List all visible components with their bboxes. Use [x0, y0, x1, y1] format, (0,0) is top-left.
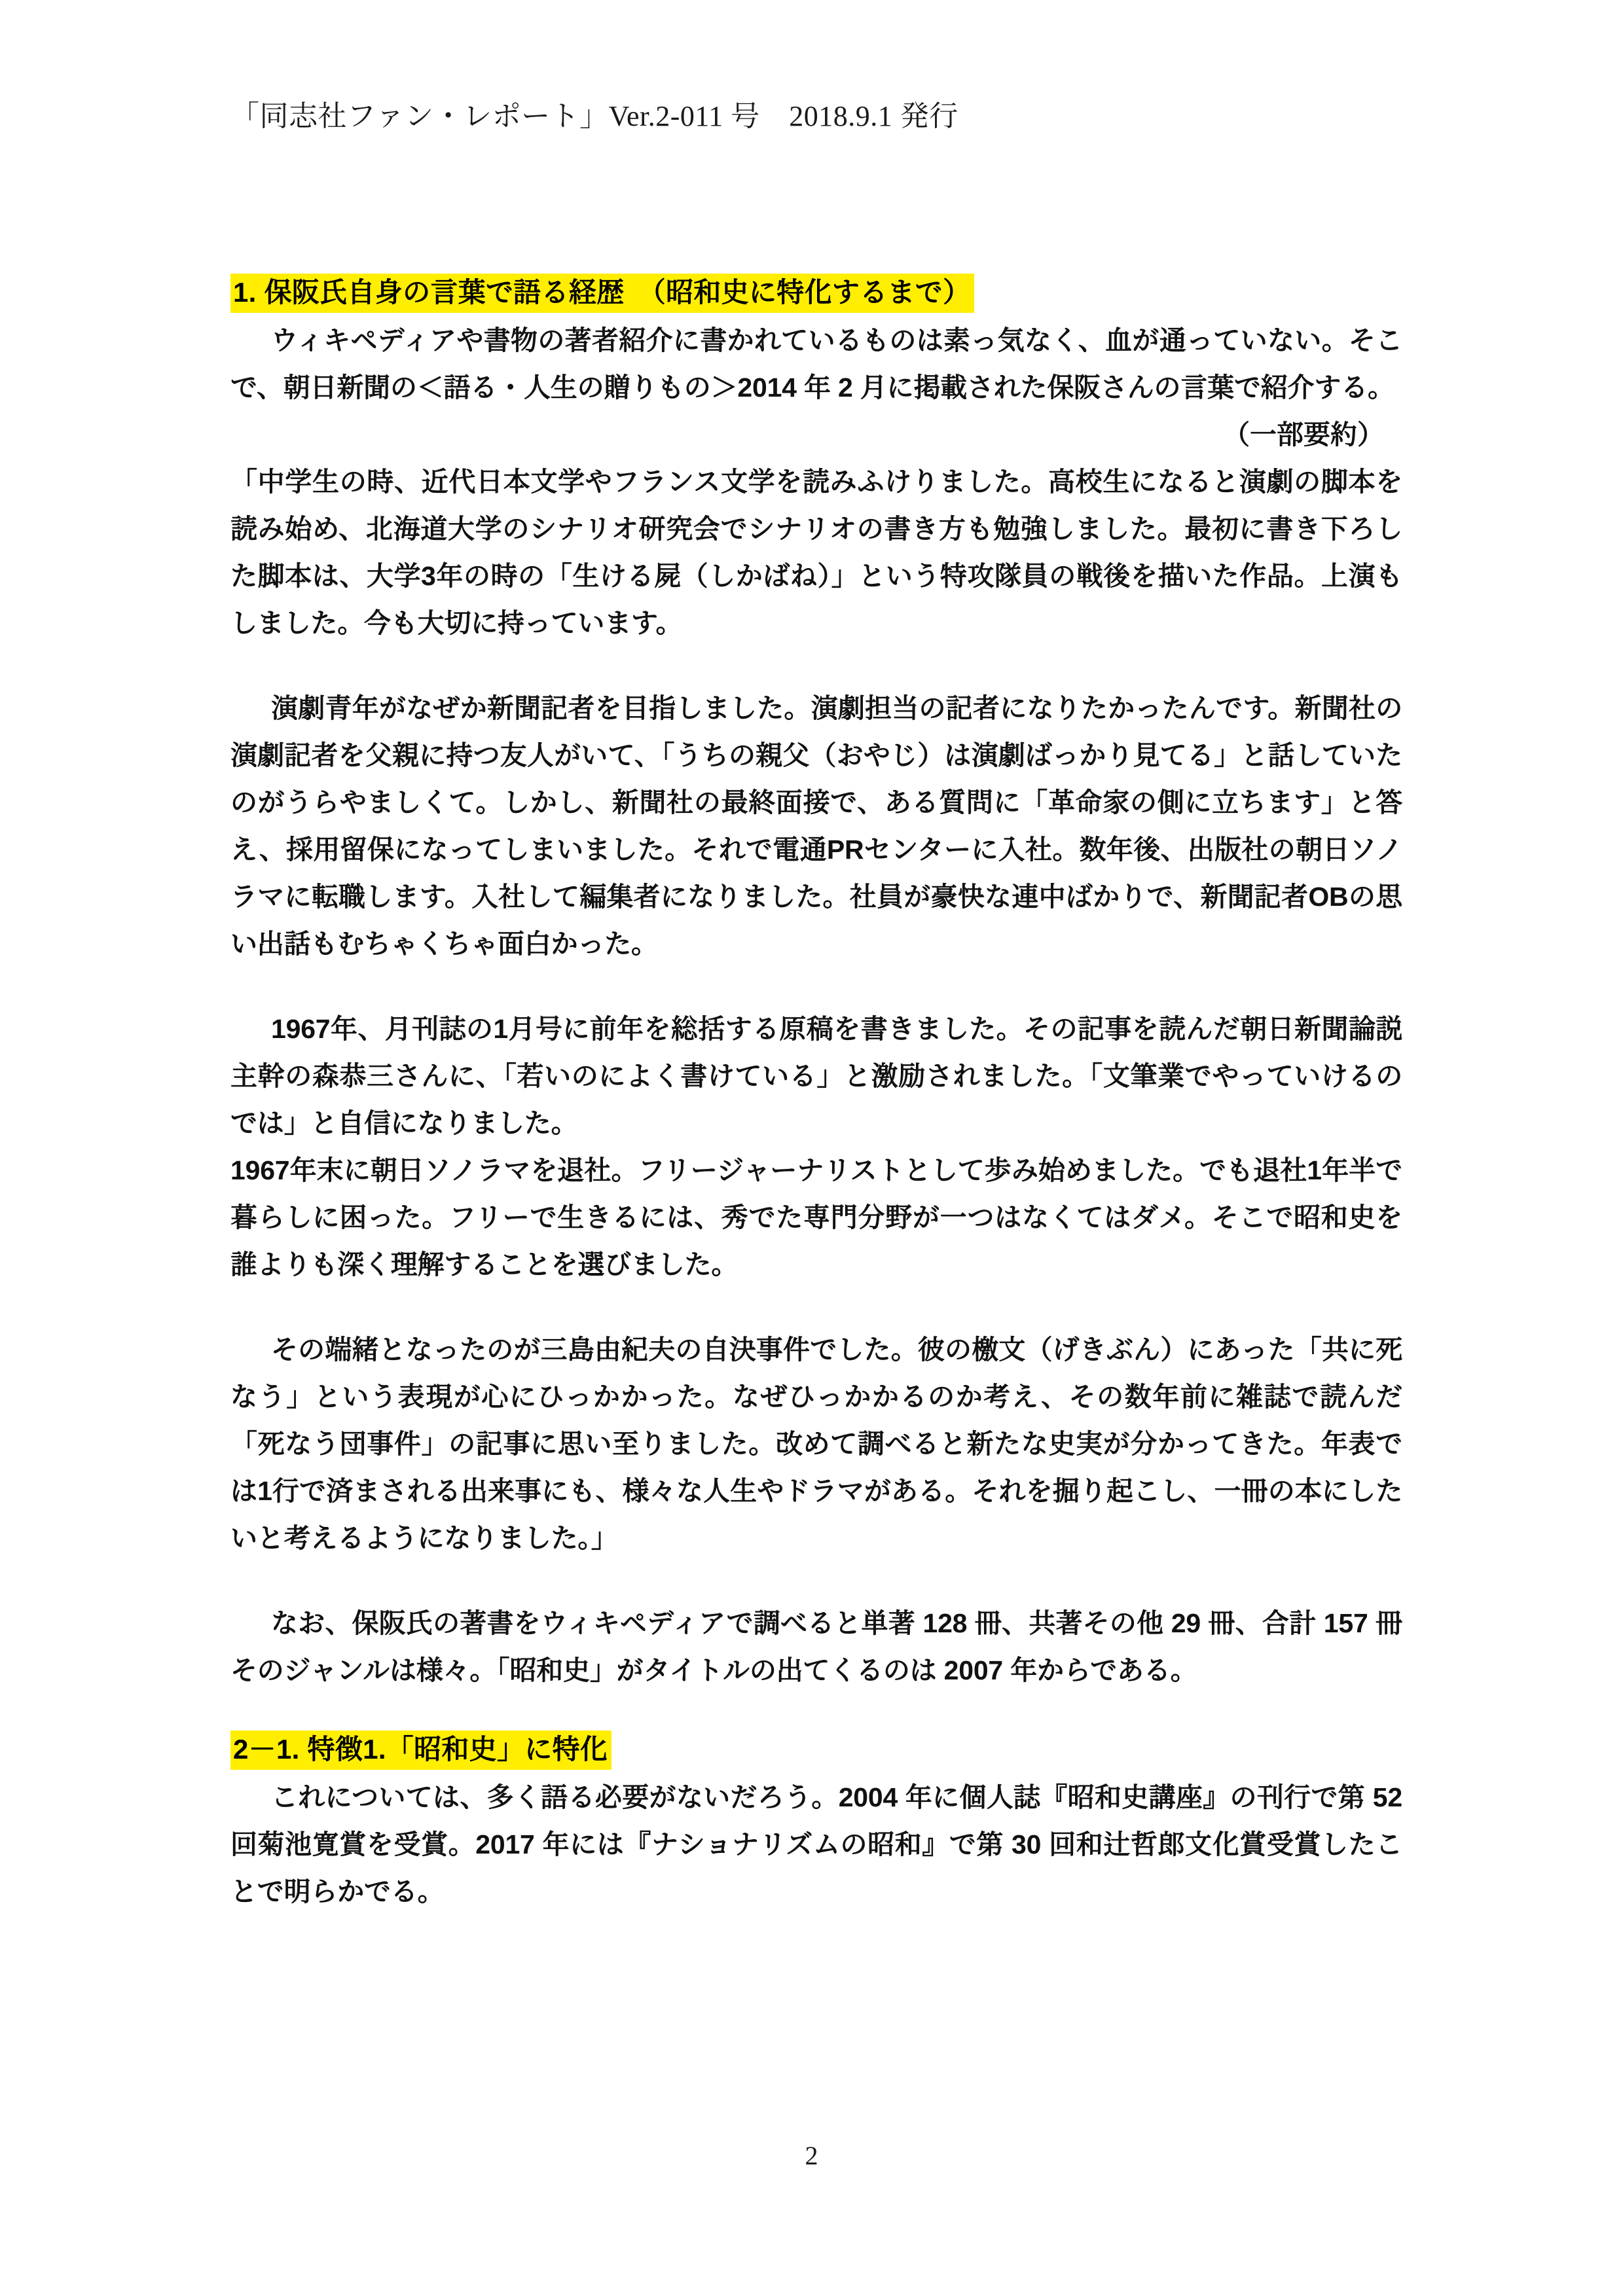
section-1-heading: 1. 保阪氏自身の言葉で語る経歴 （昭和史に特化するまで） [230, 274, 974, 313]
paragraph-spacer [230, 1562, 1402, 1600]
section-1-intro-paragraph: ウィキペディアや書物の著者紹介に書かれているものは素っ気なく、血が通っていない。そこで、朝日新聞の＜語る・人生の贈りもの＞2014 年 2 月に掲載された保阪さんの言葉で紹介する。 [230, 325, 1402, 403]
section-2-heading-block [230, 1731, 1402, 1770]
quote-paragraph-3: 1967年、月刊誌の1月号に前年を総括する原稿を書きました。その記事を読んだ朝日新聞論説主幹の森恭三さんに、「若いのによく書けている」と激励されました。「文筆業でやっていけるのでは」と自信になりました。 [230, 1013, 1402, 1138]
section-2-heading: 2－1. 特徴1.「昭和史」に特化 [230, 1731, 611, 1770]
paragraph-spacer [230, 647, 1402, 685]
quote-paragraph-4: 1967年末に朝日ソノラマを退社。フリージャーナリストとして歩み始めました。でも退社1年半で暮らしに困った。フリーで生きるには、秀でた専門分野が一つはなくてはダメ。そこで昭和史を誰よりも深く理解することを選びました。 [230, 1155, 1402, 1280]
paragraph-spacer [230, 1288, 1402, 1326]
quote-paragraph-2: 演劇青年がなぜか新聞記者を目指しました。演劇担当の記者になりたかったんです。新聞社の演劇記者を父親に持つ友人がいて、「うちの親父（おやじ）は演劇ばっかり見てる」と話していたのがうらやましくて。しかし、新聞社の最終面接で、ある質問に「革命家の側に立ちます」と答え、採用留保になってしまいました。それで電通PRセンターに入社。数年後、出版社の朝日ソノラマに転職します。入社して編集者になりました。社員が豪快な連中ばかりで、新聞記者OBの思い出話もむちゃくちゃ面白かった。 [230, 692, 1402, 959]
quote-paragraph-1: 「中学生の時、近代日本文学やフランス文学を読みふけりました。高校生になると演劇の脚本を読み始め、北海道大学のシナリオ研究会でシナリオの書き方も勉強しました。最初に書き下ろした脚本は、大学3年の時の「生ける屍（しかばね）」という特攻隊員の戦後を描いた作品。上演もしました。今も大切に持っています。 [230, 466, 1402, 638]
document-header: 「同志社ファン・レポート」Ver.2-011 号 2018.9.1 発行 [230, 100, 958, 132]
section-1-closing-paragraph: なお、保阪氏の著書をウィキペディアで調べると単著 128 冊、共著その他 29 冊、合計 157 冊そのジャンルは様々。「昭和史」がタイトルの出てくるのは 2007 年からである。 [230, 1607, 1402, 1685]
section-2-body-paragraph: これについては、多く語る必要がないだろう。2004 年に個人誌『昭和史講座』の刊行で第 52 回菊池寛賞を受賞。2017 年には『ナショナリズムの昭和』で第 30 回和辻哲郎文化賞受賞したことで明らかでる。 [230, 1782, 1402, 1907]
section-1-heading-block [230, 274, 1402, 313]
paragraph-spacer [230, 967, 1402, 1005]
section-1-summary-note: （一部要約） [1223, 419, 1384, 450]
quote-paragraph-5: その端緒となったのが三島由紀夫の自決事件でした。彼の檄文（げきぶん）にあった「共に死なう」という表現が心にひっかかった。なぜひっかかるのか考え、その数年前に雑誌で読んだ「死なう団事件」の記事に思い至りました。改めて調べると新たな史実が分かってきた。年表では1行で済まされる出来事にも、様々な人生やドラマがある。それを掘り起こし、一冊の本にしたいと考えるようになりました。」 [230, 1334, 1402, 1553]
document-body [230, 274, 1402, 1915]
page-number: 2 [805, 2141, 818, 2170]
